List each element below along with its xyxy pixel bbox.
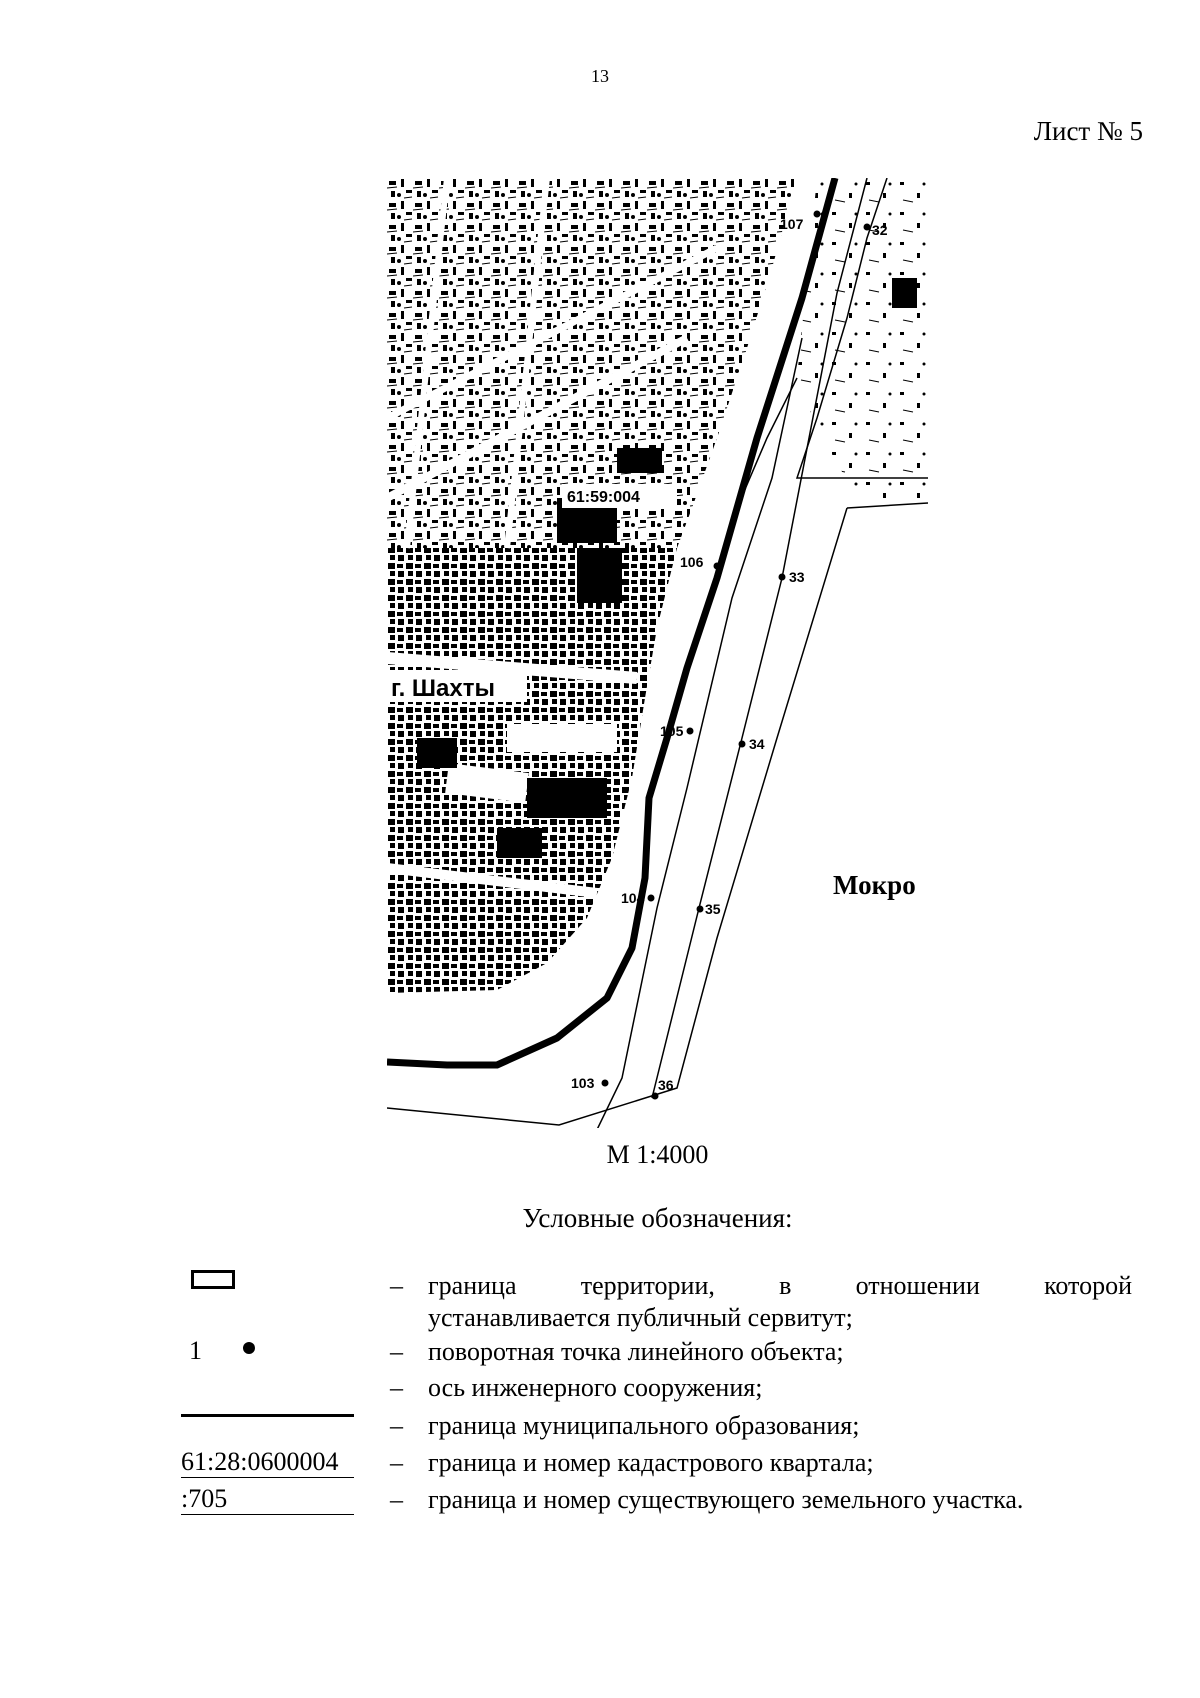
legend-turning-point-text: поворотная точка линейного объекта;: [428, 1337, 844, 1366]
legend-servitude-boundary-text-2: устанавливается публичный сервитут;: [428, 1303, 853, 1332]
svg-text:35: 35: [705, 901, 721, 917]
area-label: Мокро: [833, 870, 916, 900]
page-number: 13: [591, 66, 609, 86]
legend-title: Условные обозначения:: [522, 1203, 793, 1233]
turning-point-105[interactable]: [660, 723, 694, 739]
svg-text:32: 32: [872, 222, 888, 238]
legend-dash: –: [390, 1271, 403, 1300]
legend-dash: –: [390, 1337, 403, 1366]
map-view[interactable]: [387, 178, 928, 1128]
legend-dash: –: [390, 1411, 403, 1440]
sheet-title: Лист № 5: [1033, 116, 1143, 146]
legend-dash: –: [390, 1485, 403, 1514]
svg-text:106: 106: [680, 554, 704, 570]
svg-text:36: 36: [658, 1077, 674, 1093]
servitude-boundary-symbol: [191, 1270, 235, 1289]
svg-text:107: 107: [780, 216, 804, 232]
legend-municipal-boundary-text: граница муниципального образования;: [428, 1411, 860, 1440]
municipal-boundary-symbol: [181, 1414, 354, 1417]
urban-area-east: [797, 178, 928, 498]
svg-text:103: 103: [571, 1075, 595, 1091]
settlement-label: г. Шахты: [391, 675, 495, 702]
legend-servitude-boundary-text-1: граница территории, в отношении которой: [428, 1271, 1132, 1300]
legend-dash: –: [390, 1373, 403, 1402]
turning-point-symbol-dot: [243, 1342, 255, 1354]
svg-text:33: 33: [789, 569, 805, 585]
turning-point-33[interactable]: [779, 569, 805, 585]
svg-text:104: 104: [621, 890, 645, 906]
turning-point-103[interactable]: [571, 1075, 609, 1091]
legend-cadastral-quarter-text: граница и номер кадастрового квартала;: [428, 1448, 874, 1477]
cadastral-quarter-symbol: 61:28:0600004: [181, 1447, 354, 1478]
land-plot-symbol: :705: [181, 1484, 354, 1515]
svg-text:34: 34: [749, 736, 765, 752]
legend-land-plot-text: граница и номер существующего земельного участка.: [428, 1485, 1024, 1514]
turning-point-106[interactable]: [678, 554, 721, 570]
cadastral-number-label: 61:59:004: [567, 489, 640, 506]
turning-point-symbol-number: 1: [189, 1336, 202, 1365]
map-scale: М 1:4000: [606, 1140, 709, 1169]
turning-point-104[interactable]: [621, 890, 655, 906]
legend-engineering-axis-text: ось инженерного сооружения;: [428, 1373, 763, 1402]
svg-text:105: 105: [660, 723, 684, 739]
legend-dash: –: [390, 1448, 403, 1477]
